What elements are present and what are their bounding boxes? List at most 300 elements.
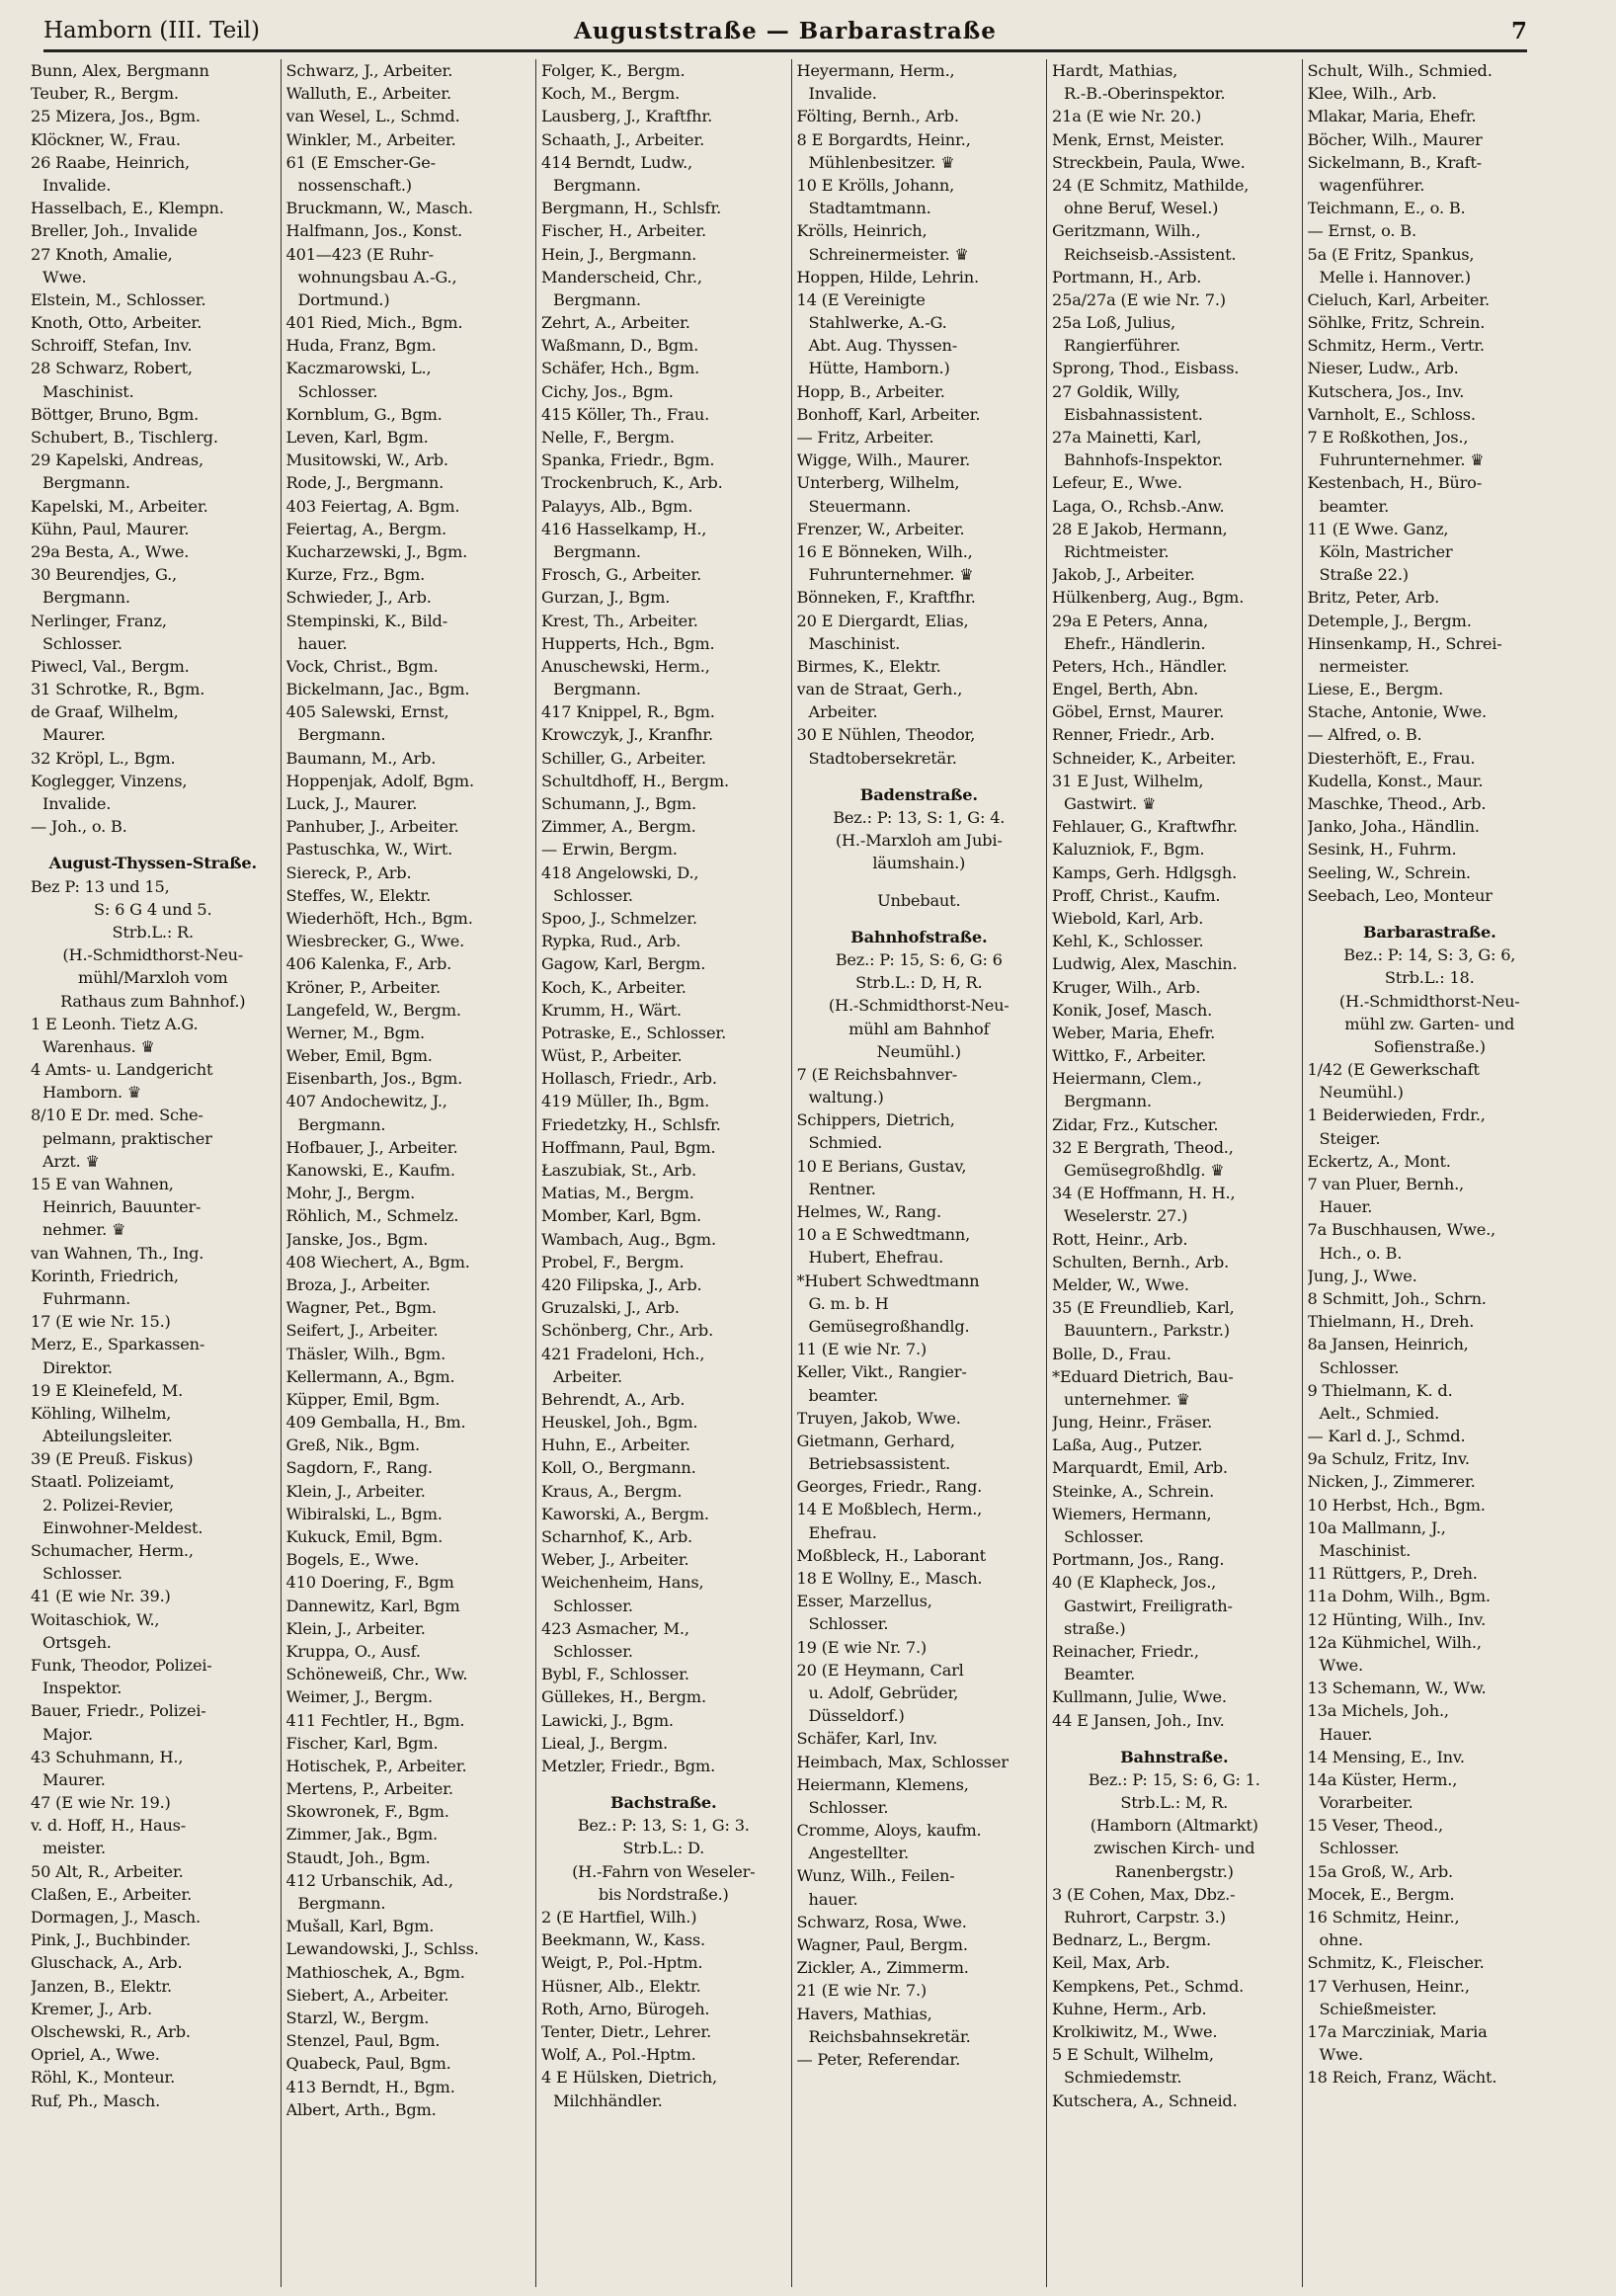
directory-entry: Lefeur, E., Wwe. [1052,473,1182,493]
entry-continuation: Melle i. Hannover.) [1319,267,1471,287]
directory-entry: Frosch, G., Arbeiter. [541,565,702,585]
street-info: Rathaus zum Bahnhof.) [60,991,246,1011]
directory-entry: Klee, Wilh., Arb. [1307,84,1437,104]
directory-entry: Krest, Th., Arbeiter. [541,611,698,630]
entry-continuation: Heinrich, Bauunter- [42,1197,202,1217]
directory-entry: Weimer, J., Bergm. [285,1687,433,1707]
directory-entry: Schmitz, K., Fleischer. [1307,1953,1485,1973]
directory-entry: Feiertag, A., Bergm. [285,519,446,538]
directory-entry: 5 E Schult, Wilhelm, [1052,2045,1214,2065]
entry-continuation: Steuermann. [808,496,912,516]
directory-entry: Klein, J., Arbeiter. [285,1618,426,1638]
directory-entry: Cromme, Aloys, kaufm. [796,1821,982,1841]
directory-entry: Musitowski, W., Arb. [285,451,448,470]
directory-entry: Keil, Max, Arb. [1052,1953,1171,1973]
entry-continuation: Direktor. [42,1357,113,1377]
directory-entry: de Graaf, Wilhelm, [31,702,179,722]
entry-continuation: Köln, Mastricher [1319,541,1453,561]
directory-entry: Kaluzniok, F., Bgm. [1052,840,1205,860]
directory-entry: Jung, J., Wwe. [1307,1266,1417,1285]
directory-columns [26,59,1557,2287]
page-header [43,14,1527,52]
directory-entry: 13 Schemann, W., Ww. [1307,1679,1487,1698]
directory-entry: 16 Schmitz, Heinr., [1307,1908,1460,1927]
entry-continuation: Fuhrmann. [42,1288,131,1308]
directory-entry: Kehl, K., Schlosser. [1052,932,1204,951]
entry-continuation: Schlosser. [42,633,122,653]
directory-entry: Manderscheid, Chr., [541,267,702,287]
directory-entry: Güllekes, H., Bergm. [541,1687,706,1707]
directory-entry: Hülkenberg, Aug., Bgm. [1052,588,1245,608]
entry-continuation: Reichseisb.-Assistent. [1064,244,1237,264]
directory-entry: Bruckmann, W., Masch. [285,199,473,218]
directory-entry: Küpper, Emil, Bgm. [285,1389,441,1409]
directory-entry: 14 Mensing, E., Inv. [1307,1747,1465,1766]
entry-continuation: Hauer. [1319,1724,1373,1744]
directory-entry: 17 Verhusen, Heinr., [1307,1976,1470,1996]
directory-column [1303,59,1558,2287]
directory-entry: Probel, F., Bergm. [541,1252,685,1271]
directory-entry: Krölls, Heinrich, [796,221,928,241]
directory-entry: Laßa, Aug., Putzer. [1052,1435,1203,1455]
directory-entry: Merz, E., Sparkassen- [31,1335,205,1354]
directory-entry: Wagner, Pet., Bgm. [285,1298,437,1318]
entry-continuation: nermeister. [1319,656,1410,676]
directory-entry: Kaworski, A., Bergm. [541,1504,709,1523]
entry-continuation: Schreinermeister. ♛ [808,244,969,264]
directory-entry: Nicken, J., Zimmerer. [1307,1472,1476,1492]
directory-entry: Wittko, F., Arbeiter. [1052,1046,1207,1066]
street-info: Strb.L.: R. [112,922,194,942]
directory-entry: Truyen, Jakob, Wwe. [796,1408,961,1428]
directory-entry: Schäfer, Karl, Inv. [796,1729,937,1749]
directory-entry: 41 (E wie Nr. 39.) [31,1587,171,1606]
directory-entry: Hinsenkamp, H., Schrei- [1307,633,1502,653]
directory-entry: 44 E Jansen, Joh., Inv. [1052,1710,1225,1730]
entry-continuation: Arbeiter. [553,1366,622,1386]
entry-continuation: 2. Polizei-Revier, [42,1495,174,1515]
directory-entry: Thielmann, H., Dreh. [1307,1312,1475,1332]
directory-entry: Liese, E., Bergm. [1307,680,1444,699]
entry-continuation: Schlosser. [1319,1357,1400,1377]
directory-entry: Zickler, A., Zimmerm. [796,1958,969,1978]
directory-entry: 24 (E Schmitz, Mathilde, [1052,175,1250,195]
directory-entry: Laga, O., Rchsb.-Anw. [1052,496,1225,516]
directory-entry: Zimmer, Jak., Bgm. [285,1825,438,1845]
directory-entry: Janko, Joha., Händlin. [1307,817,1480,837]
directory-entry: Seifert, J., Arbeiter. [285,1321,439,1341]
directory-entry: Hupperts, Hch., Bgm. [541,633,715,653]
directory-entry: Weber, Emil, Bgm. [285,1046,433,1066]
entry-continuation: Schießmeister. [1319,1999,1437,2018]
directory-entry: Sagdorn, F., Rang. [285,1458,433,1478]
directory-entry: 17 (E wie Nr. 15.) [31,1312,171,1332]
directory-entry: Folger, K., Bergm. [541,61,686,80]
directory-entry: 30 Beurendjes, G., [31,565,177,585]
directory-entry: Bickelmann, Jac., Bgm. [285,680,470,699]
directory-entry: Zidar, Frz., Kutscher. [1052,1114,1219,1134]
directory-entry: — Peter, Referendar. [796,2049,961,2069]
spacer [1052,1732,1297,1746]
entry-continuation: Wwe. [1319,2045,1363,2065]
directory-entry: 412 Urbanschik, Ad., [285,1870,453,1890]
directory-entry: — Joh., o. B. [31,817,127,837]
spacer [797,770,1042,783]
entry-continuation: Milchhändler. [553,2091,663,2110]
directory-column [1047,59,1303,2287]
entry-continuation: Schlosser. [1064,1527,1144,1546]
directory-entry: Palayys, Alb., Bgm. [541,496,693,516]
directory-entry: Schultdhoff, H., Bergm. [541,771,729,790]
directory-entry: 13a Michels, Joh., [1307,1701,1449,1721]
directory-entry: Schwarz, J., Arbeiter. [285,61,453,80]
directory-entry: Schumann, J., Bgm. [541,794,696,813]
directory-entry: Koch, M., Bergm. [541,84,681,104]
directory-entry: Fischer, H., Arbeiter. [541,221,706,241]
directory-entry: 7a Buschhausen, Wwe., [1307,1220,1495,1240]
directory-entry: Bez P: 13 und 15, [31,876,170,896]
directory-entry: Kuhne, Herm., Arb. [1052,1999,1207,2018]
entry-continuation: waltung.) [808,1088,884,1107]
directory-entry: Weigt, P., Pol.-Hptm. [541,1953,703,1973]
directory-entry: 31 Schrotke, R., Bgm. [31,680,205,699]
directory-entry: 29a Besta, A., Wwe. [31,541,190,561]
street-info: mühl am Bahnhof [848,1019,990,1038]
directory-entry: 32 E Bergrath, Theod., [1052,1137,1234,1157]
directory-entry: Böttger, Bruno, Bgm. [31,404,200,424]
entry-continuation: ohne. [1319,1930,1363,1950]
entry-continuation: Mühlenbesitzer. ♛ [808,152,955,172]
entry-continuation: Bergmann. [1064,1092,1152,1111]
directory-entry: 27 Goldik, Willy, [1052,381,1180,401]
directory-entry: 420 Filipska, J., Arb. [541,1274,702,1294]
directory-entry: Menk, Ernst, Meister. [1052,129,1225,149]
directory-entry: Koch, K., Arbeiter. [541,977,687,997]
spacer [1308,907,1553,921]
directory-entry: Hoffmann, Paul, Bgm. [541,1137,716,1157]
directory-column [26,59,282,2287]
directory-entry: Metzler, Friedr., Bgm. [541,1756,716,1775]
directory-entry: 417 Knippel, R., Bgm. [541,702,715,722]
directory-entry: Beekmann, W., Kass. [541,1930,705,1950]
directory-entry: 8/10 E Dr. med. Sche- [31,1106,203,1125]
entry-continuation: Gastwirt, Freiligrath- [1064,1596,1233,1615]
street-info: Bez.: P: 15, S: 6, G: 6 [835,949,1003,969]
directory-entry: 15a Groß, W., Arb. [1307,1861,1453,1881]
entry-continuation: Schmiedemstr. [1064,2068,1182,2088]
directory-entry: Bednarz, L., Bergm. [1052,1930,1211,1950]
street-info: läumshain.) [872,854,966,873]
directory-entry: Łaszubiak, St., Arb. [541,1161,696,1180]
directory-entry: Reinacher, Friedr., [1052,1641,1199,1661]
directory-entry: Schmitz, Herm., Vertr. [1307,336,1485,356]
directory-entry: Wigge, Wilh., Maurer. [796,451,971,470]
entry-continuation: Eisbahnassistent. [1064,404,1203,424]
directory-entry: 50 Alt, R., Arbeiter. [31,1861,184,1881]
directory-entry: Cichy, Jos., Bgm. [541,381,674,401]
entry-continuation: Stadtobersekretär. [808,748,957,768]
directory-entry: Mocek, E., Bergm. [1307,1884,1455,1904]
directory-entry: Albert, Arth., Bgm. [285,2099,437,2119]
directory-entry: 7 van Pluer, Bernh., [1307,1175,1464,1193]
entry-continuation: Hubert, Ehefrau. [808,1248,944,1268]
directory-entry: Walluth, E., Arbeiter. [285,84,451,104]
directory-entry: Schubert, B., Tischlerg. [31,428,218,447]
directory-entry: Heimbach, Max, Schlosser [796,1752,1009,1771]
directory-entry: Portmann, H., Arb. [1052,267,1202,287]
entry-continuation: Schlosser. [42,1564,122,1584]
directory-entry: Gagow, Karl, Bergm. [541,954,706,974]
directory-entry: Engel, Berth, Abn. [1052,680,1199,699]
directory-entry: Zehrt, A., Arbeiter. [541,313,690,333]
directory-entry: Heiermann, Clem., [1052,1069,1202,1089]
directory-entry: 421 Fradeloni, Hch., [541,1344,705,1363]
directory-entry: Eckertz, A., Mont. [1307,1151,1451,1171]
directory-entry: Broza, J., Arbeiter. [285,1274,431,1294]
entry-continuation: Rentner. [808,1179,876,1198]
directory-entry: Heiermann, Klemens, [796,1774,969,1794]
entry-continuation: wohnungsbau A.-G., [297,267,457,287]
directory-entry: Keller, Vikt., Rangier- [796,1362,967,1382]
directory-entry: Fehlauer, G., Kraftwfhr. [1052,817,1238,837]
directory-entry: Gruzalski, J., Arb. [541,1298,680,1318]
entry-continuation: Ruhrort, Carpstr. 3.) [1064,1908,1226,1927]
directory-entry: Portmann, Jos., Rang. [1052,1550,1225,1570]
directory-entry: Gietmann, Gerhard, [796,1431,955,1450]
directory-entry: 10a Mallmann, J., [1307,1517,1446,1537]
directory-entry: Wiederhöft, Hch., Bgm. [285,908,473,928]
directory-entry: Siereck, P., Arb. [285,862,412,882]
directory-entry: 14a Küster, Herm., [1307,1769,1458,1789]
directory-entry: 9a Schulz, Fritz, Inv. [1307,1449,1470,1469]
directory-entry: 21a (E wie Nr. 20.) [1052,107,1202,126]
directory-entry: van de Straat, Gerh., [796,680,963,699]
street-info: mühl/Marxloh vom [78,968,228,988]
street-info: S: 6 G 4 und 5. [94,899,212,919]
entry-continuation: R.-B.-Oberinspektor. [1064,84,1226,104]
directory-entry: Heuskel, Joh., Bgm. [541,1413,698,1433]
directory-entry: Helmes, W., Rang. [796,1202,941,1221]
directory-entry: 10 a E Schwedtmann, [796,1225,971,1245]
entry-continuation: Schlosser. [1319,1839,1400,1858]
directory-entry: Mertens, P., Arbeiter. [285,1779,453,1799]
entry-continuation: Einwohner-Meldest. [42,1517,203,1537]
entry-continuation: Arzt. ♛ [42,1151,100,1171]
directory-entry: Rott, Heinr., Arb. [1052,1229,1188,1249]
entry-continuation: Hch., o. B. [1319,1243,1403,1263]
directory-entry: Schult, Wilh., Schmied. [1307,61,1493,80]
directory-entry: Funk, Theodor, Polizei- [31,1655,212,1675]
directory-entry: Stenzel, Paul, Bgm. [285,2031,441,2051]
directory-entry: Piwecl, Val., Bergm. [31,656,190,676]
directory-entry: Röhl, K., Monteur. [31,2068,176,2088]
entry-continuation: ohne Beruf, Wesel.) [1064,199,1219,218]
street-info: Strb.L.: D. [622,1839,705,1858]
street-info: Strb.L.: 18. [1384,968,1475,988]
directory-entry: 1 Beiderwieden, Frdr., [1307,1106,1486,1125]
directory-entry: Stempinski, K., Bild- [285,611,447,630]
entry-continuation: Schlosser. [553,885,633,905]
directory-entry: Opriel, A., Wwe. [31,2045,160,2065]
entry-continuation: Bauuntern., Parkstr.) [1064,1321,1230,1341]
entry-continuation: Maurer. [42,725,106,745]
directory-entry: 40 (E Klapheck, Jos., [1052,1573,1217,1593]
directory-entry: Dannewitz, Karl, Bgm [285,1596,460,1615]
entry-continuation: Abteilungsleiter. [42,1427,173,1446]
directory-entry: 14 (E Vereinigte [796,289,926,309]
directory-column [792,59,1048,2287]
directory-entry: 11a Dohm, Wilh., Bgm. [1307,1587,1491,1606]
directory-entry: Kellermann, A., Bgm. [285,1366,455,1386]
page-number: 7 [1510,18,1527,44]
directory-entry: Wagner, Paul, Bergm. [796,1935,968,1954]
directory-entry: 3 (E Cohen, Max, Dbz.- [1052,1884,1236,1904]
directory-entry: 35 (E Freundlieb, Karl, [1052,1298,1235,1318]
directory-entry: Anuschewski, Herm., [541,656,710,676]
directory-entry: 11 (E Wwe. Ganz, [1307,519,1449,538]
directory-entry: 27a Mainetti, Karl, [1052,428,1202,447]
directory-entry: 47 (E wie Nr. 19.) [31,1793,171,1813]
entry-continuation: Maschinist. [42,381,134,401]
entry-continuation: beamter. [1319,496,1390,516]
directory-entry: Schaath, J., Arbeiter. [541,129,705,149]
directory-entry: Nelle, F., Bergm. [541,428,675,447]
entry-continuation: Schlosser. [808,1797,889,1817]
directory-entry: Schiller, G., Arbeiter. [541,748,706,768]
entry-continuation: Ehefr., Händlerin. [1064,633,1206,653]
directory-entry: Kraus, A., Bergm. [541,1481,683,1501]
street-info: Bez.: P: 13, S: 1, G: 3. [577,1816,750,1836]
directory-entry: Seeling, W., Schrein. [1307,862,1471,882]
directory-entry: Huhn, E., Arbeiter. [541,1435,690,1455]
directory-entry: Janzen, B., Elektr. [31,1976,172,1996]
header-street-range: Auguststraße — Barbarastraße [574,18,997,44]
directory-entry: Luck, J., Maurer. [285,794,418,813]
street-info: Ranenbergstr.) [1114,1861,1234,1881]
directory-entry: 16 E Bönneken, Wilh., [796,541,973,561]
directory-entry: Bolle, D., Frau. [1052,1344,1172,1363]
street-info: (H.-Marxloh am Jubi- [835,831,1003,851]
directory-entry: Hopp, B., Arbeiter. [796,381,945,401]
directory-entry: 8 Schmitt, Joh., Schrn. [1307,1288,1487,1308]
directory-entry: 25a/27a (E wie Nr. 7.) [1052,289,1226,309]
directory-entry: Staatl. Polizeiamt, [31,1472,175,1492]
directory-entry: Rode, J., Bergmann. [285,473,444,493]
directory-entry: Streckbein, Paula, Wwe. [1052,152,1246,172]
directory-entry: Schulten, Bernh., Arb. [1052,1252,1230,1271]
directory-entry: 30 E Nühlen, Theodor, [796,725,976,745]
entry-continuation: Gemüsegroßhandlg. [808,1316,970,1336]
directory-entry: Hofbauer, J., Arbeiter. [285,1137,458,1157]
directory-entry: Greß, Nik., Bgm. [285,1435,420,1455]
directory-entry: 18 Reich, Franz, Wächt. [1307,2068,1497,2088]
street-heading: Badenstraße. [859,784,978,804]
directory-entry: Korinth, Friedrich, [31,1266,179,1285]
directory-entry: Halfmann, Jos., Konst. [285,221,462,241]
entry-continuation: Ortsgeh. [42,1632,112,1652]
directory-entry: Janske, Jos., Bgm. [285,1229,429,1249]
entry-continuation: Vorarbeiter. [1319,1793,1414,1813]
entry-continuation: Straße 22.) [1319,565,1409,585]
directory-entry: Kornblum, G., Bgm. [285,404,443,424]
street-heading: Barbarastraße. [1362,922,1496,942]
directory-entry: 408 Wiechert, A., Bgm. [285,1252,470,1271]
directory-entry: Woitaschiok, W., [31,1609,160,1629]
spacer [31,838,276,852]
directory-entry: Havers, Mathias, [796,2004,932,2023]
street-heading: August-Thyssen-Straße. [48,854,257,873]
directory-entry: Geritzmann, Wilh., [1052,221,1201,241]
directory-entry: Bergmann, H., Schlsfr. [541,199,722,218]
entry-continuation: Schmied. [808,1133,883,1153]
directory-entry: Jung, Heinr., Fräser. [1052,1413,1213,1433]
directory-entry: 34 (E Hoffmann, H. H., [1052,1184,1236,1203]
directory-entry: 11 Rüttgers, P., Dreh. [1307,1564,1478,1584]
directory-entry: Cieluch, Karl, Arbeiter. [1307,289,1490,309]
directory-entry: Nerlinger, Franz, [31,611,167,630]
directory-entry: Kempkens, Pet., Schmd. [1052,1976,1245,1996]
directory-entry: Schneider, K., Arbeiter. [1052,748,1237,768]
street-info: (H.-Fahrn von Weseler- [572,1861,756,1881]
directory-entry: Weber, Maria, Ehefr. [1052,1023,1216,1042]
directory-entry: 406 Kalenka, F., Arb. [285,954,452,974]
street-info: Unbebaut. [877,890,961,910]
directory-entry: Schwarz, Rosa, Wwe. [796,1912,967,1931]
directory-entry: Trockenbruch, K., Arb. [541,473,723,493]
entry-continuation: Stadtamtmann. [808,199,931,218]
directory-entry: Matias, M., Bergm. [541,1184,694,1203]
directory-entry: Vock, Christ., Bgm. [285,656,439,676]
directory-entry: Varnholt, E., Schloss. [1307,404,1476,424]
entry-continuation: Bergmann. [553,175,641,195]
directory-entry: Wiemers, Hermann, [1052,1504,1212,1523]
entry-continuation: meister. [42,1839,107,1858]
directory-entry: Kaczmarowski, L., [285,359,432,378]
directory-entry: Wüst, P., Arbeiter. [541,1046,683,1066]
directory-entry: 8a Jansen, Heinrich, [1307,1335,1469,1354]
street-info: (Hamborn (Altmarkt) [1090,1816,1258,1836]
entry-continuation: unternehmer. ♛ [1064,1389,1190,1409]
directory-entry: 423 Asmacher, M., [541,1618,689,1638]
street-info: bis Nordstraße.) [598,1884,729,1904]
directory-entry: 414 Berndt, Ludw., [541,152,693,172]
directory-entry: Rypka, Rud., Arb. [541,932,682,951]
directory-entry: Olschewski, R., Arb. [31,2021,191,2041]
directory-entry: 18 E Wollny, E., Masch. [796,1569,983,1588]
directory-entry: Siebert, A., Arbeiter. [285,1985,449,2005]
directory-entry: Schönberg, Chr., Arb. [541,1321,714,1341]
directory-entry: 25a Loß, Julius, [1052,313,1175,333]
directory-entry: Staudt, Joh., Bgm. [285,1847,431,1867]
directory-entry: Renner, Friedr., Arb. [1052,725,1215,745]
directory-entry: Diesterhöft, E., Frau. [1307,748,1476,768]
directory-entry: 25 Mizera, Jos., Bgm. [31,107,201,126]
entry-continuation: Abt. Aug. Thyssen- [808,336,957,356]
entry-continuation: Bergmann. [297,725,386,745]
street-info: Strb.L.: M, R. [1120,1793,1229,1813]
directory-entry: Nieser, Ludw., Arb. [1307,359,1459,378]
entry-continuation: Invalide. [42,794,112,813]
entry-continuation: Neumühl.) [1319,1083,1404,1103]
directory-entry: 10 E Krölls, Johann, [796,175,955,195]
entry-continuation: Schlosser. [808,1614,889,1634]
directory-entry: 20 (E Heymann, Carl [796,1660,964,1680]
street-info: zwischen Kirch- und [1093,1839,1255,1858]
directory-entry: — Alfred, o. B. [1307,725,1422,745]
street-info: (H.-Schmidthorst-Neu- [1338,991,1520,1011]
entry-continuation: Maurer. [42,1769,106,1789]
directory-entry: Schöneweiß, Chr., Ww. [285,1665,468,1684]
